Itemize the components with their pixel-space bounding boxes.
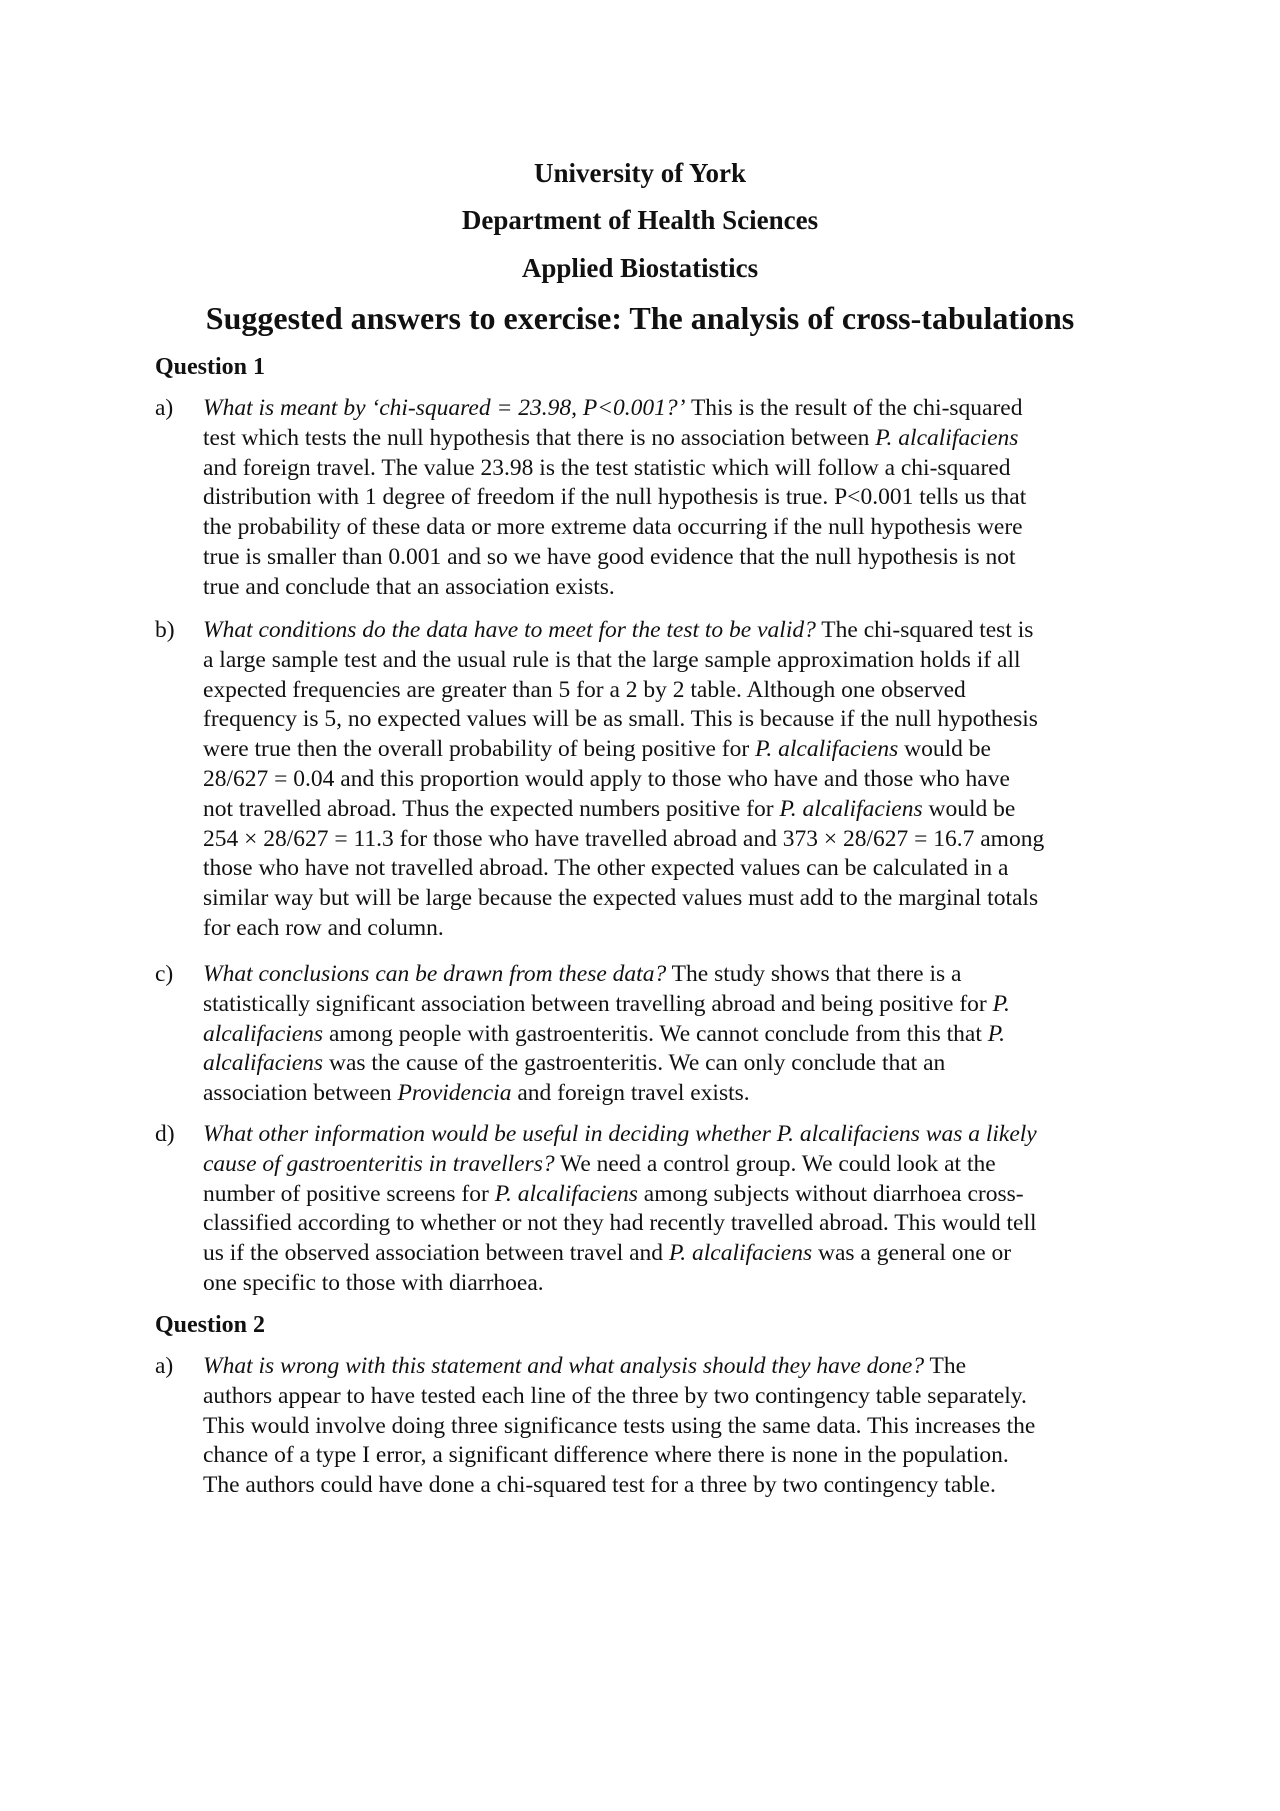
text-line (203, 1239, 1143, 1269)
text-run: classified according to whether or not they had recently travelled abroad. This would tell (203, 1210, 1037, 1237)
text-run: and foreign travel exists. (511, 1080, 750, 1107)
text-run: one specific to those with diarrhoea. (203, 1269, 544, 1296)
item-label: c) (155, 961, 174, 987)
text-line (203, 1471, 1143, 1501)
text-run: true is smaller than 0.001 and so we have good evidence that the null hypothesis is not (203, 543, 1016, 570)
text-run: distribution with 1 degree of freedom if the null hypothesis is true. P<0.001 tells us that (203, 484, 1027, 511)
text-line (203, 616, 1143, 646)
text-run: similar way but will be large because the expected values must add to the marginal totals (203, 885, 1039, 912)
text-run: We need a control group. We could look at the (554, 1150, 996, 1177)
text-run: true and conclude that an association exists. (203, 573, 615, 600)
text-run: The authors could have done a chi-squared test for a three by two contingency table. (203, 1472, 996, 1499)
answer-text (203, 960, 1143, 1109)
text-line (203, 1150, 1143, 1180)
text-run: This is the result of the chi-squared (685, 395, 1023, 421)
text-line (203, 884, 1143, 914)
text-line (203, 1020, 1143, 1050)
text-run: was a general one or (812, 1240, 1012, 1267)
text-line (203, 646, 1143, 676)
italic-run: alcalifaciens (203, 1050, 324, 1077)
text-line (203, 1120, 1143, 1150)
text-run: 254 × 28/627 = 11.3 for those who have travelled abroad and 373 × 28/627 = 16.7 among (203, 825, 1045, 852)
item-label: a) (155, 395, 174, 421)
text-line (203, 1269, 1143, 1299)
text-line (203, 1382, 1143, 1412)
university-name: University of York (534, 158, 746, 188)
text-line (203, 825, 1143, 855)
text-run: a large sample test and the usual rule is that the large sample approximation holds if all (203, 646, 1021, 673)
italic-run: P. (992, 990, 1010, 1017)
text-run: for each row and column. (203, 914, 444, 941)
text-run: those who have not travelled abroad. The other expected values can be calculated in a (203, 855, 1009, 882)
text-run: would be (898, 736, 991, 763)
text-run: and foreign travel. The value 23.98 is the test statistic which will follow a chi-squared (203, 454, 1011, 481)
text-line (203, 543, 1143, 573)
italic-run: P. alcalifaciens (779, 795, 923, 822)
italic-run: P. alcalifaciens (755, 736, 899, 763)
text-run: This would involve doing three significance tests using the same data. This increases the (203, 1412, 1036, 1439)
italic-run: P. alcalifaciens (875, 424, 1019, 451)
text-line (203, 394, 1143, 424)
text-line (203, 1352, 1143, 1382)
text-line (203, 1441, 1143, 1471)
italic-run: cause of gastroenteritis in travellers? (203, 1150, 555, 1177)
text-line (203, 990, 1143, 1020)
text-line (203, 705, 1143, 735)
text-line (203, 454, 1143, 484)
question-heading: Question 1 (155, 354, 266, 380)
text-run: authors appear to have tested each line of the three by two contingency table separately. (203, 1382, 1027, 1409)
italic-run: P. alcalifaciens (668, 1240, 813, 1267)
italic-run: P. alcalifaciens (494, 1180, 638, 1207)
text-line (203, 424, 1143, 454)
italic-run: Providencia (397, 1080, 512, 1107)
item-label: a) (155, 1353, 174, 1379)
text-run: the probability of these data or more extreme data occurring if the null hypothesis were (203, 514, 1023, 541)
answer-text (203, 1120, 1143, 1299)
text-run: 28/627 = 0.04 and this proportion would apply to those who have and those who have (203, 765, 1010, 792)
text-run: The study shows that there is a (666, 961, 962, 987)
text-line (203, 483, 1143, 513)
text-line (203, 676, 1143, 706)
text-line (203, 735, 1143, 765)
text-line (203, 1079, 1143, 1109)
text-run: number of positive screens for (203, 1180, 495, 1207)
text-line (203, 854, 1143, 884)
item-label: b) (155, 617, 175, 643)
text-line (203, 960, 1143, 990)
question-heading: Question 2 (155, 1312, 266, 1338)
text-line (203, 513, 1143, 543)
text-run: among people with gastroenteritis. We cannot conclude from this that (323, 1020, 988, 1047)
text-run: chance of a type I error, a significant difference where there is none in the population. (203, 1442, 1009, 1469)
text-run: among subjects without diarrhoea cross- (637, 1180, 1024, 1207)
italic-run: P. (987, 1020, 1005, 1047)
text-run: not travelled abroad. Thus the expected numbers positive for (203, 795, 780, 822)
italic-run: What is meant by ‘chi-squared = 23.98, P<0.001?’ (203, 395, 686, 421)
text-run: were true then the overall probability of being positive for (203, 736, 756, 763)
answer-text (203, 1352, 1143, 1501)
text-run: expected frequencies are greater than 5 for a 2 by 2 table. Although one observed (203, 676, 966, 703)
text-line (203, 765, 1143, 795)
item-label: d) (155, 1121, 175, 1147)
answer-text (203, 616, 1143, 944)
text-run: The chi-squared test is (815, 617, 1034, 643)
text-run: statistically significant association between travelling abroad and being positive for (203, 990, 993, 1017)
text-line (203, 1049, 1143, 1079)
document-title: Suggested answers to exercise: The analysis of cross-tabulations (205, 300, 1075, 336)
answer-text (203, 394, 1143, 603)
text-line (203, 1180, 1143, 1210)
italic-run: What is wrong with this statement and what analysis should they have done? (203, 1353, 925, 1379)
text-line (203, 1209, 1143, 1239)
italic-run: What conditions do the data have to meet for the test to be valid? (203, 617, 816, 643)
text-line (203, 795, 1143, 825)
text-run: would be (922, 795, 1016, 822)
course-name: Applied Biostatistics (521, 253, 759, 283)
italic-run: alcalifaciens (203, 1020, 324, 1047)
text-run: association between (203, 1080, 398, 1107)
text-line (203, 914, 1143, 944)
department-name: Department of Health Sciences (461, 205, 819, 235)
text-run: us if the observed association between travel and (203, 1240, 669, 1267)
text-line (203, 573, 1143, 603)
italic-run: What other information would be useful in deciding whether P. alcalifaciens was a likely (203, 1121, 1037, 1147)
text-line (203, 1412, 1143, 1442)
text-run: frequency is 5, no expected values will be as small. This is because if the null hypothesis (203, 706, 1038, 733)
text-run: The (924, 1353, 967, 1379)
italic-run: What conclusions can be drawn from these data? (203, 961, 667, 987)
text-run: was the cause of the gastroenteritis. We can only conclude that an (323, 1050, 946, 1077)
text-run: test which tests the null hypothesis that there is no association between (203, 424, 876, 451)
